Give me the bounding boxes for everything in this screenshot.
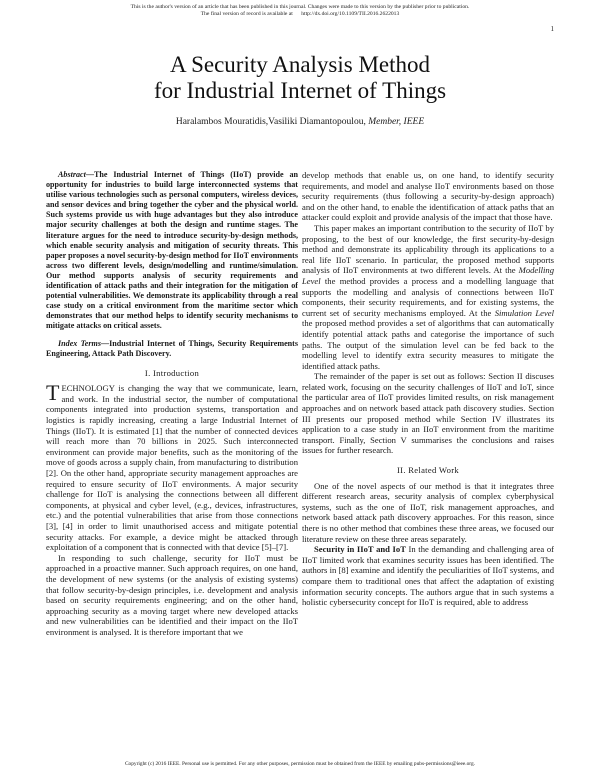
drop-cap: T bbox=[46, 380, 60, 406]
p4-text-b: the method provides a process and a modelling language that supports the modelling and analysis of connections between IIoT components, their security requirements, and for existing systems, the current set of security mechanisms employed. At the bbox=[302, 275, 554, 318]
right-column bbox=[302, 170, 554, 608]
p4-modelling-level: Modelling Level bbox=[302, 265, 554, 286]
intro-paragraph-5: The remainder of the paper is set out as follows: Section II discuses related work, focusing on the security challenges of IIoT and IoT, since the particular area of IIoT provides limited results, on risk management approaches and on network based attack path discovery studies. Section III presents our proposed method while Section IV illustrates its application to a case study in an IIoT environment from the maritime transport. Finally, Section V summarises the conclusions and raises issues for further research. bbox=[302, 371, 554, 456]
author-names: Haralambos Mouratidis,Vasiliki Diamantopoulou, bbox=[175, 117, 366, 127]
author-role: Member, IEEE bbox=[368, 117, 425, 127]
title-line-2: for Industrial Internet of Things bbox=[153, 78, 447, 103]
related-paragraph-1: One of the novel aspects of our method is that it integrates three different research areas, security analysis of complex cyberphysical systems, such as the one of IIoT, risk management approaches, and network based attack path discovery approaches. For this reason, since there is no other method that combines these three areas, we focused our literature review on these three areas separately. bbox=[302, 480, 554, 544]
authors bbox=[0, 117, 600, 127]
intro-paragraph-4 bbox=[302, 223, 554, 371]
section-2-heading: II. Related Work bbox=[397, 465, 459, 476]
index-terms-label: Index Terms bbox=[58, 338, 101, 348]
intro-paragraph-2: In responding to such challenge, security for IIoT must be approached in a proactive manner. Such approach requires, on one hand, the development of new systems (or the analysis of existing systems) that follow security-by-design principles, i.e. development and analysis based on security requirements engineering; and on the other hand, approaching security as a moving target where new developed attacks and new vulnerabilities can be identified and their impact on the IIoT environment is analysed. It is therefore important that we bbox=[46, 552, 298, 637]
p4-simulation-level: Simulation Level bbox=[494, 307, 555, 318]
subsection-heading: Security in IIoT and IoT bbox=[314, 544, 406, 555]
index-terms-text: —Industrial Internet of Things, Security Requirements Engineering, Attack Path Discovery. bbox=[46, 338, 299, 358]
copyright-footer: Copyright (c) 2016 IEEE. Personal use is permitted. For any other purposes, permission must be obtained from the IEEE by emailing pubs-permissions@ieee.org. bbox=[124, 761, 476, 767]
intro-paragraph-3: develop methods that enable us, on one hand, to identify security requirements, and model and analyse IIoT environments based on those security requirements (thus following a security-by-design approach) and on the other hand, to enable the identification of attack paths that an attacker could exploit and provide analysis of the impact that those have. bbox=[302, 170, 554, 223]
abstract-text: —The Industrial Internet of Things (IIoT) provide an opportunity for industries to build large interconnected systems that utilise various technologies such as personal computers, wireless devices, and sensor devices and bring together the cyber and the physical world. Such systems provide us with huge advantages but they also introduce major security challenges at both the design and runtime stages. The literature argues for the need to introduce security-by-design methods, which enable security analysis and mitigation of security threats. This paper proposes a novel security-by-design method for IIoT environments across two different levels, design/modelling and runtime/simulation. Our method supports analysis of security requirements and identification of attack paths and their integration for the mitigation of potential vulnerabilities. We demonstrate its applicability through a real case study on a critical environment from the maritime sector which demonstrates that our method helps to identify security mechanisms to mitigate attacks on critical assets. bbox=[46, 170, 298, 331]
related-paragraph-2 bbox=[302, 544, 554, 608]
section-1-heading: I. Introduction bbox=[144, 367, 200, 378]
title-line-1: A Security Analysis Method bbox=[169, 52, 431, 77]
page-number: 1 bbox=[550, 25, 554, 33]
doi-link[interactable]: http://dx.doi.org/10.1109/TII.2016.2622013 bbox=[301, 11, 400, 17]
intro-p1-text: ECHNOLOGY is changing the way that we communicate, learn, and work. In the industrial sector, the number of computational components integrated into production systems, transportation and logistics is rapidly increasing, creating a large Industrial Internet of Things (IIoT). It is estimated [1] that the number of connected devices will reach more than 70 billions in 2025. Such interconnected environment can provide major benefits, such as the monitoring of the move of goods across a supply chain, from manufacturing to distribution [2]. On the other hand, appropriate security management approaches are required to ensure security of IIoT environments. A major security challenge for IIoT is analysing the connections between all different components, at physical and cyber level, (e.g., devices, infrastructures, etc.) and the potential vulnerabilities that arise from those connections [3], [4] in order to limit unauthorised access and mitigate potential security attacks. For example, a device might be attacked through exploitation of a component that is connected with that device [5]–[7]. bbox=[46, 383, 298, 553]
left-column bbox=[46, 170, 298, 638]
abstract-label: Abstract bbox=[58, 170, 86, 179]
related-p2-text: In the demanding and challenging area of IIoT limited work that examines security issues has been identified. The authors in [8] examine and identify the peculiarities of IIoT systems, and compare them to traditional ones that affect the adaptation of existing information security concepts. The authors argue that in such systems a holistic cybersecurity concept for IIoT is required, able to address bbox=[302, 544, 554, 608]
intro-paragraph-1 bbox=[46, 380, 298, 553]
p4-text-c: the proposed method provides a set of algorithms that can automatically identify potential attack paths and categorise the importance of such paths. The output of the simulation level can be fed back to the modelling level to identify extra security measures to mitigate the identified attack paths. bbox=[302, 318, 554, 371]
paper-title bbox=[0, 52, 600, 104]
notice-final-version: The final version of record is available at bbox=[200, 11, 293, 17]
index-terms bbox=[46, 339, 298, 359]
notice-line-2 bbox=[0, 11, 600, 18]
publication-notice bbox=[0, 4, 600, 18]
abstract bbox=[46, 170, 298, 332]
p4-text-a: This paper makes an important contribution to the security of IIoT by proposing, to the best of our knowledge, the first security-by-design method and demonstrate its applicability through its applications to a real life IIoT scenario. In particular, the proposed method supports analysis of IIoT environments at two different levels. At the bbox=[302, 222, 554, 276]
notice-line-1: This is the author's version of an article that has been published in this journal. Changes were made to this version by the publisher prior to publication. bbox=[130, 4, 470, 10]
